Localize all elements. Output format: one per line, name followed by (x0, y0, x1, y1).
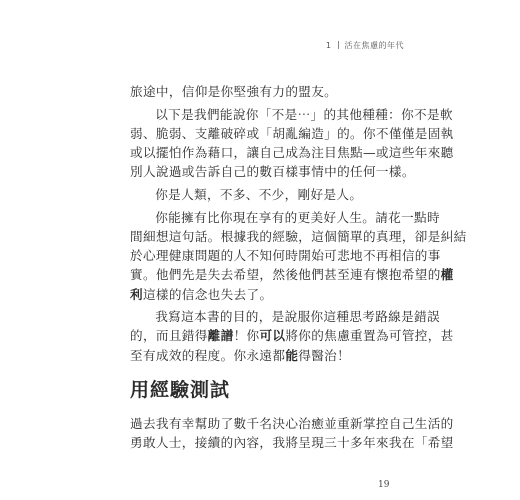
emphasis-text: 可以 (259, 328, 286, 344)
paragraph (130, 82, 396, 101)
page-number: 19 (378, 480, 390, 490)
text-run: 的，而且錯得 (130, 328, 208, 344)
text-line: 我寫這本書的目的，是說服你這種思考路線是錯誤 (155, 309, 440, 325)
emphasis-text: 權 (440, 267, 454, 283)
paragraph (130, 208, 467, 304)
emphasis-text: 離譜 (207, 328, 234, 344)
header-separator (338, 41, 339, 49)
text-run: 得醫治！ (298, 347, 351, 363)
text-line: 你是人類，不多、不少，剛好是人。 (155, 187, 363, 203)
paragraph (130, 414, 454, 452)
text-run: 實。他們先是失去希望，然後他們甚至連有懷抱希望的 (130, 267, 441, 283)
text-line: 旅途中，信仰是你堅強有力的盟友。 (130, 84, 338, 99)
text-line (130, 346, 396, 365)
text-line: 間細想這句話。根據我的經驗，這個簡單的真理，卻是糾結 (130, 228, 467, 244)
body-text (130, 82, 467, 368)
text-line: 過去我有幸幫助了數千名決心治癒並重新掌控自己生活的 (130, 416, 454, 431)
text-run: 將你的焦慮重置為可管控，甚 (285, 328, 454, 344)
text-run: 這樣的信念也失去了。 (142, 286, 273, 302)
text-run: 至有成效的程度。你永遠都 (130, 347, 286, 363)
paragraph (130, 185, 396, 204)
emphasis-text: 利 (130, 286, 143, 302)
section-heading: 用經驗測試 (130, 379, 231, 401)
emphasis-text: 能 (285, 347, 299, 363)
chapter-title: 活在焦慮的年代 (344, 41, 404, 50)
body-text (130, 414, 454, 456)
chapter-number: 1 (325, 41, 332, 50)
text-line: 別人說過或告訴自己的數百樣事情中的任何一樣。 (130, 164, 415, 180)
text-run: ！你 (233, 328, 260, 344)
text-line: 弱、脆弱、支離破碎或「胡亂編造」的。你不僅僅是固執 (130, 125, 454, 141)
running-header (326, 40, 404, 51)
text-line (130, 265, 454, 284)
paragraph (130, 307, 454, 365)
text-line: 你能擁有比你現在享有的更美好人生。請花一點時 (155, 209, 440, 225)
text-line (130, 326, 454, 345)
text-line: 勇敢人士，接續的內容，我將呈現三十多年來我在「希望 (130, 435, 454, 451)
text-line (130, 285, 396, 304)
text-line: 以下是我們能說你「不是⋯」的其他種種：你不是軟 (155, 106, 453, 122)
text-line: 或以擺怕作為藉口，讓自己成為注目焦點—或這些年來聽 (130, 145, 454, 161)
text-line: 於心理健康問題的人不知何時開始可悲地不再相信的事 (130, 248, 441, 264)
paragraph (130, 105, 454, 182)
